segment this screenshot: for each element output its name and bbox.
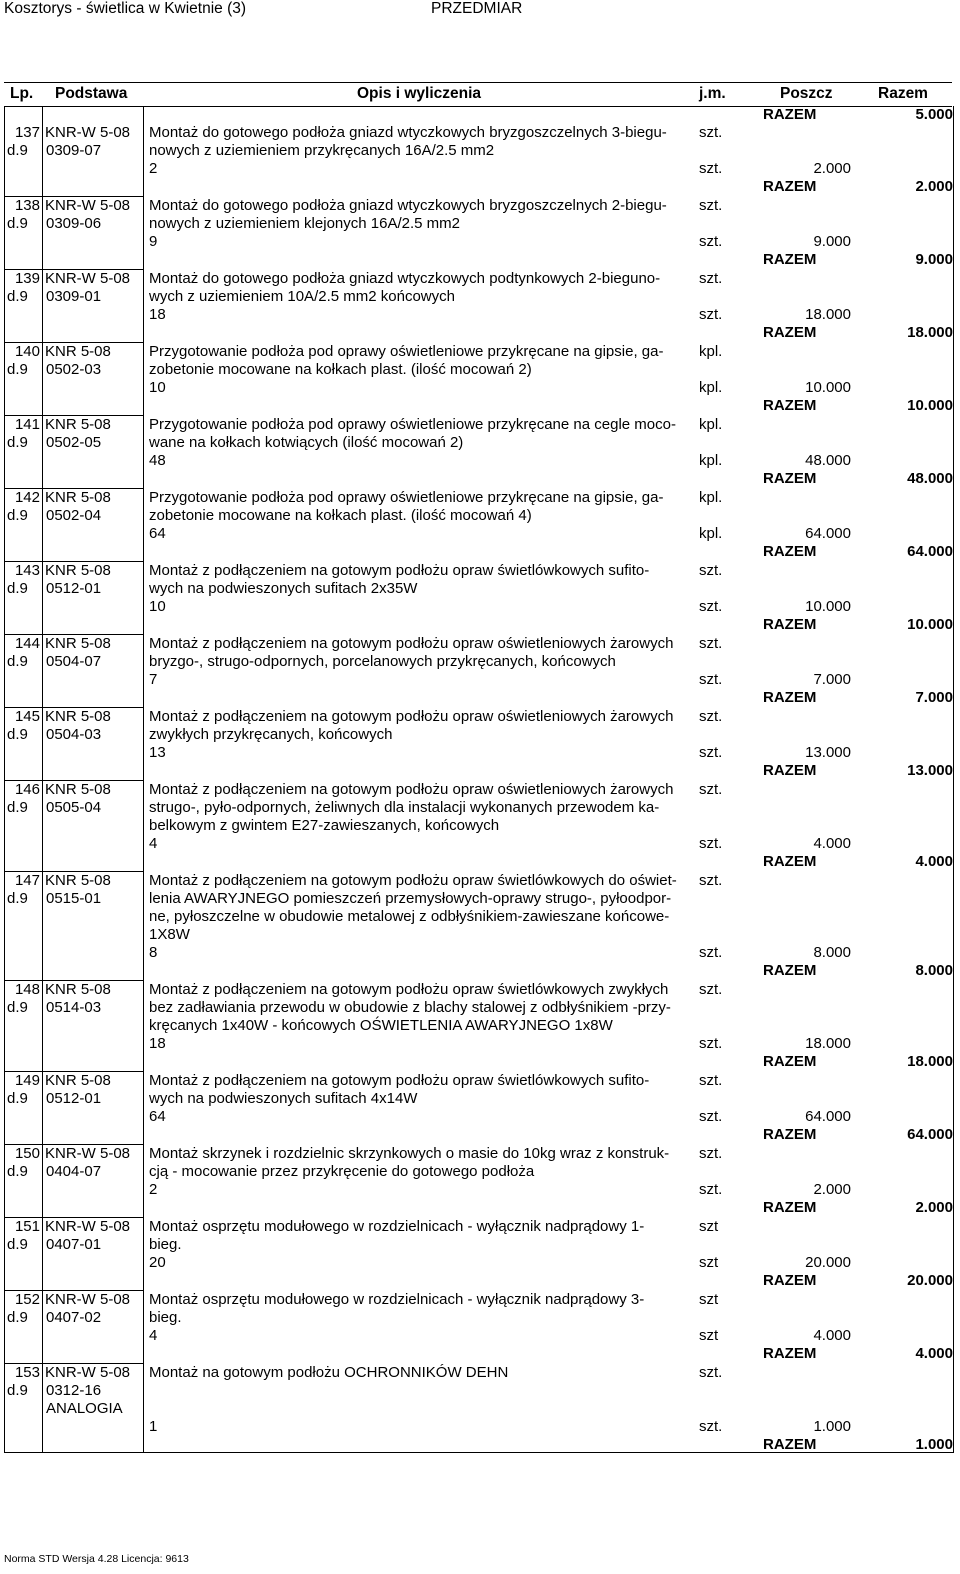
razem-value: 48.000 <box>907 470 953 487</box>
col-poszcz: Poszcz <box>780 85 833 102</box>
razem-label: RAZEM <box>763 324 817 341</box>
item-number: 139 <box>14 270 40 287</box>
item-prefix: d.9 <box>7 215 28 232</box>
item-prefix: d.9 <box>7 890 28 907</box>
description-line: bieg. <box>149 1236 182 1253</box>
col-razem: Razem <box>878 85 928 102</box>
unit-label: szt. <box>699 635 723 652</box>
poszcz-value: 64.000 <box>805 1108 851 1125</box>
razem-value: 64.000 <box>907 543 953 560</box>
col-divider <box>42 106 43 1452</box>
quantity-value: 64 <box>149 525 166 542</box>
poszcz-value: 18.000 <box>805 306 851 323</box>
poszcz-value: 2.000 <box>813 160 851 177</box>
base-code: KNR 5-08 <box>45 872 111 889</box>
base-code: KNR 5-08 <box>45 781 111 798</box>
description-line: zobetonie mocowane na kołkach plast. (ilość mocowań 2) <box>149 361 532 378</box>
item-number: 148 <box>14 981 40 998</box>
razem-value: 2.000 <box>915 178 953 195</box>
base-code: 0404-07 <box>46 1163 102 1180</box>
description-line: Przygotowanie podłoża pod oprawy oświetleniowe przykręcane na cegle moco- <box>149 416 676 433</box>
unit-label: szt. <box>699 708 723 725</box>
item-prefix: d.9 <box>7 653 28 670</box>
unit-label: szt. <box>699 562 723 579</box>
base-code: 0512-01 <box>46 1090 102 1107</box>
poszcz-value: 2.000 <box>813 1181 851 1198</box>
item-number: 152 <box>14 1291 40 1308</box>
quantity-unit: szt. <box>699 944 723 961</box>
quantity-unit: szt. <box>699 1418 723 1435</box>
unit-label: szt. <box>699 981 723 998</box>
description-line: zobetonie mocowane na kołkach plast. (ilość mocowań 4) <box>149 507 532 524</box>
unit-label: szt. <box>699 1145 723 1162</box>
item-prefix: d.9 <box>7 288 28 305</box>
razem-label: RAZEM <box>763 1272 817 1289</box>
razem-label: RAZEM <box>763 178 817 195</box>
quantity-value: 48 <box>149 452 166 469</box>
base-code: KNR 5-08 <box>45 635 111 652</box>
description-line: Przygotowanie podłoża pod oprawy oświetleniowe przykręcane na gipsie, ga- <box>149 489 664 506</box>
estimate-table <box>4 106 954 1453</box>
item-prefix: d.9 <box>7 1309 28 1326</box>
description-line: lenia AWARYJNEGO pomieszczeń przemysłowych-oprawy strugo-, pyłoodpor- <box>149 890 672 907</box>
base-code: 0502-03 <box>46 361 102 378</box>
base-code: 0309-06 <box>46 215 102 232</box>
item-number: 142 <box>14 489 40 506</box>
quantity-value: 13 <box>149 744 166 761</box>
description-line: Montaż z podłączeniem na gotowym podłożu opraw oświetleniowych żarowych <box>149 781 674 798</box>
unit-label: szt. <box>699 124 723 141</box>
razem-label: RAZEM <box>763 1053 817 1070</box>
description-line: nowych z uziemieniem klejonych 16A/2.5 mm2 <box>149 215 460 232</box>
unit-label: szt. <box>699 872 723 889</box>
item-number: 137 <box>14 124 40 141</box>
razem-label: RAZEM <box>763 1199 817 1216</box>
poszcz-value: 9.000 <box>813 233 851 250</box>
description-line: Montaż z podłączeniem na gotowym podłożu opraw świetlówkowych do oświet- <box>149 872 677 889</box>
base-code: 0407-02 <box>46 1309 102 1326</box>
item-prefix: d.9 <box>7 1382 28 1399</box>
description-line: Montaż z podłączeniem na gotowym podłożu opraw oświetleniowych żarowych <box>149 635 674 652</box>
base-code: KNR 5-08 <box>45 981 111 998</box>
razem-label: RAZEM <box>763 251 817 268</box>
razem-label: RAZEM <box>763 962 817 979</box>
base-code: 0504-03 <box>46 726 102 743</box>
quantity-value: 10 <box>149 379 166 396</box>
top-razem-label: RAZEM <box>763 106 817 123</box>
description-line: Montaż osprzętu modułowego w rozdzielnicach - wyłącznik nadprądowy 3- <box>149 1291 645 1308</box>
base-code: KNR-W 5-08 <box>45 270 131 287</box>
razem-value: 2.000 <box>915 1199 953 1216</box>
description-line: Montaż z podłączeniem na gotowym podłożu opraw świetlówkowych sufito- <box>149 1072 650 1089</box>
quantity-value: 8 <box>149 944 158 961</box>
quantity-value: 18 <box>149 1035 166 1052</box>
poszcz-value: 4.000 <box>813 1327 851 1344</box>
item-prefix: d.9 <box>7 1163 28 1180</box>
razem-value: 1.000 <box>915 1436 953 1453</box>
item-prefix: d.9 <box>7 1090 28 1107</box>
description-line: belkowym z gwintem E27-zawieszanych, końcowych <box>149 817 500 834</box>
razem-value: 64.000 <box>907 1126 953 1143</box>
base-code: KNR 5-08 <box>45 416 111 433</box>
quantity-value: 64 <box>149 1108 166 1125</box>
description-line: Przygotowanie podłoża pod oprawy oświetleniowe przykręcane na gipsie, ga- <box>149 343 664 360</box>
item-prefix: d.9 <box>7 434 28 451</box>
unit-label: szt. <box>699 781 723 798</box>
poszcz-value: 18.000 <box>805 1035 851 1052</box>
razem-label: RAZEM <box>763 762 817 779</box>
base-code: 0515-01 <box>46 890 102 907</box>
item-prefix: d.9 <box>7 507 28 524</box>
quantity-unit: szt. <box>699 744 723 761</box>
description-line: ne, pyłoszczelne w obudowie metalowej z odbłyśnikiem-zawieszane końcowe- <box>149 908 670 925</box>
base-code: 0502-04 <box>46 507 102 524</box>
razem-value: 18.000 <box>907 1053 953 1070</box>
razem-label: RAZEM <box>763 543 817 560</box>
description-line: wych na podwieszonych sufitach 2x35W <box>149 580 418 597</box>
item-number: 150 <box>14 1145 40 1162</box>
poszcz-value: 8.000 <box>813 944 851 961</box>
description-line: kręcanych 1x40W - końcowych OŚWIETLENIA AWARYJNEGO 1x8W <box>149 1017 613 1034</box>
poszcz-value: 7.000 <box>813 671 851 688</box>
quantity-unit: szt. <box>699 233 723 250</box>
description-line: wych na podwieszonych sufitach 4x14W <box>149 1090 418 1107</box>
razem-value: 4.000 <box>915 1345 953 1362</box>
quantity-value: 1 <box>149 1418 158 1435</box>
quantity-unit: szt. <box>699 598 723 615</box>
quantity-value: 9 <box>149 233 158 250</box>
col-lp: Lp. <box>10 85 34 102</box>
base-code: KNR-W 5-08 <box>45 1145 131 1162</box>
base-code: 0312-16 <box>46 1382 102 1399</box>
col-description: Opis i wyliczenia <box>357 85 482 102</box>
unit-label: szt. <box>699 1072 723 1089</box>
quantity-value: 2 <box>149 160 158 177</box>
razem-label: RAZEM <box>763 853 817 870</box>
unit-label: szt. <box>699 1364 723 1381</box>
top-razem-value: 5.000 <box>915 106 953 123</box>
description-line: nowych z uziemieniem przykręcanych 16A/2.5 mm2 <box>149 142 495 159</box>
base-code: 0309-01 <box>46 288 102 305</box>
razem-value: 10.000 <box>907 397 953 414</box>
description-line: wych z uziemieniem 10A/2.5 mm2 końcowych <box>149 288 455 305</box>
quantity-value: 7 <box>149 671 158 688</box>
footer-note: Norma STD Wersja 4.28 Licencja: 9613 <box>4 1553 189 1565</box>
description-line: strugo-, pyło-odpornych, żeliwnych dla instalacji wykonanych przewodem ka- <box>149 799 660 816</box>
column-header-row <box>4 82 952 107</box>
section-title: PRZEDMIAR <box>431 0 523 17</box>
base-code: KNR 5-08 <box>45 562 111 579</box>
base-code: 0407-01 <box>46 1236 102 1253</box>
quantity-value: 4 <box>149 835 158 852</box>
item-prefix: d.9 <box>7 799 28 816</box>
quantity-value: 10 <box>149 598 166 615</box>
item-number: 141 <box>14 416 40 433</box>
poszcz-value: 10.000 <box>805 598 851 615</box>
quantity-unit: szt <box>699 1254 719 1271</box>
poszcz-value: 64.000 <box>805 525 851 542</box>
quantity-unit: szt. <box>699 1108 723 1125</box>
razem-value: 20.000 <box>907 1272 953 1289</box>
description-line: Montaż z podłączeniem na gotowym podłożu opraw oświetleniowych żarowych <box>149 708 674 725</box>
quantity-unit: szt. <box>699 671 723 688</box>
quantity-unit: kpl. <box>699 525 723 542</box>
item-number: 149 <box>14 1072 40 1089</box>
description-line: Montaż osprzętu modułowego w rozdzielnicach - wyłącznik nadprądowy 1- <box>149 1218 645 1235</box>
razem-label: RAZEM <box>763 397 817 414</box>
description-line: bez zadławiania przewodu w obudowie z blachy stalowej z odbłyśnikiem -przy- <box>149 999 671 1016</box>
base-code: 0505-04 <box>46 799 102 816</box>
item-number: 140 <box>14 343 40 360</box>
base-code: KNR-W 5-08 <box>45 1364 131 1381</box>
razem-label: RAZEM <box>763 1345 817 1362</box>
description-line: Montaż na gotowym podłożu OCHRONNIKÓW DEHN <box>149 1364 509 1381</box>
unit-label: kpl. <box>699 416 723 433</box>
item-prefix: d.9 <box>7 580 28 597</box>
razem-label: RAZEM <box>763 616 817 633</box>
unit-label: szt. <box>699 197 723 214</box>
item-number: 144 <box>14 635 40 652</box>
poszcz-value: 48.000 <box>805 452 851 469</box>
razem-label: RAZEM <box>763 689 817 706</box>
base-code: KNR-W 5-08 <box>45 197 131 214</box>
unit-label: szt <box>699 1218 719 1235</box>
description-line: zwykłych przykręcanych, końcowych <box>149 726 393 743</box>
description-line: Montaż skrzynek i rozdzielnic skrzynkowych o masie do 10kg wraz z konstruk- <box>149 1145 670 1162</box>
quantity-unit: szt. <box>699 306 723 323</box>
quantity-unit: kpl. <box>699 379 723 396</box>
poszcz-value: 13.000 <box>805 744 851 761</box>
document-title: Kosztorys - świetlica w Kwietnie (3) <box>4 0 247 17</box>
base-code: KNR 5-08 <box>45 343 111 360</box>
base-code: 0504-07 <box>46 653 102 670</box>
quantity-unit: kpl. <box>699 452 723 469</box>
poszcz-value: 4.000 <box>813 835 851 852</box>
base-code: KNR-W 5-08 <box>45 124 131 141</box>
item-prefix: d.9 <box>7 142 28 159</box>
item-number: 153 <box>14 1364 40 1381</box>
razem-value: 8.000 <box>915 962 953 979</box>
poszcz-value: 1.000 <box>813 1418 851 1435</box>
base-code: KNR-W 5-08 <box>45 1218 131 1235</box>
quantity-unit: szt. <box>699 160 723 177</box>
razem-value: 9.000 <box>915 251 953 268</box>
item-number: 146 <box>14 781 40 798</box>
poszcz-value: 10.000 <box>805 379 851 396</box>
razem-label: RAZEM <box>763 1126 817 1143</box>
base-code: KNR 5-08 <box>45 708 111 725</box>
quantity-value: 18 <box>149 306 166 323</box>
quantity-unit: szt <box>699 1327 719 1344</box>
razem-label: RAZEM <box>763 470 817 487</box>
item-prefix: d.9 <box>7 1236 28 1253</box>
razem-value: 10.000 <box>907 616 953 633</box>
razem-value: 18.000 <box>907 324 953 341</box>
quantity-unit: szt. <box>699 1181 723 1198</box>
col-base: Podstawa <box>55 85 128 102</box>
quantity-value: 2 <box>149 1181 158 1198</box>
col-unit: j.m. <box>699 85 726 102</box>
base-code: KNR-W 5-08 <box>45 1291 131 1308</box>
description-line: Montaż z podłączeniem na gotowym podłożu opraw świetlówkowych zwykłych <box>149 981 669 998</box>
base-code: ANALOGIA <box>46 1400 123 1417</box>
unit-label: szt <box>699 1291 719 1308</box>
quantity-value: 4 <box>149 1327 158 1344</box>
razem-label: RAZEM <box>763 1436 817 1453</box>
razem-value: 7.000 <box>915 689 953 706</box>
item-prefix: d.9 <box>7 726 28 743</box>
unit-label: kpl. <box>699 343 723 360</box>
base-code: 0502-05 <box>46 434 102 451</box>
unit-label: kpl. <box>699 489 723 506</box>
quantity-unit: szt. <box>699 1035 723 1052</box>
item-number: 151 <box>14 1218 40 1235</box>
description-line: Montaż do gotowego podłoża gniazd wtyczkowych podtynkowych 2-bieguno- <box>149 270 661 287</box>
quantity-value: 20 <box>149 1254 166 1271</box>
description-line: Montaż do gotowego podłoża gniazd wtyczkowych bryzgoszczelnych 2-biegu- <box>149 197 667 214</box>
description-line: bieg. <box>149 1309 182 1326</box>
item-prefix: d.9 <box>7 999 28 1016</box>
base-code: KNR 5-08 <box>45 1072 111 1089</box>
razem-value: 13.000 <box>907 762 953 779</box>
poszcz-value: 20.000 <box>805 1254 851 1271</box>
base-code: 0514-03 <box>46 999 102 1016</box>
item-number: 147 <box>14 872 40 889</box>
item-prefix: d.9 <box>7 361 28 378</box>
base-code: 0309-07 <box>46 142 102 159</box>
description-line: Montaż do gotowego podłoża gniazd wtyczkowych bryzgoszczelnych 3-biegu- <box>149 124 667 141</box>
description-line: wane na kołkach kotwiących (ilość mocowań 2) <box>149 434 464 451</box>
base-code: 0512-01 <box>46 580 102 597</box>
col-divider <box>143 106 144 1452</box>
item-number: 145 <box>14 708 40 725</box>
razem-value: 4.000 <box>915 853 953 870</box>
description-line: Montaż z podłączeniem na gotowym podłożu opraw świetlówkowych sufito- <box>149 562 650 579</box>
description-line: 1X8W <box>149 926 190 943</box>
item-number: 143 <box>14 562 40 579</box>
base-code: KNR 5-08 <box>45 489 111 506</box>
unit-label: szt. <box>699 270 723 287</box>
description-line: bryzgo-, strugo-odpornych, porcelanowych przykręcanych, końcowych <box>149 653 616 670</box>
quantity-unit: szt. <box>699 835 723 852</box>
item-number: 138 <box>14 197 40 214</box>
description-line: cją - mocowanie przez przykręcenie do gotowego podłoża <box>149 1163 535 1180</box>
